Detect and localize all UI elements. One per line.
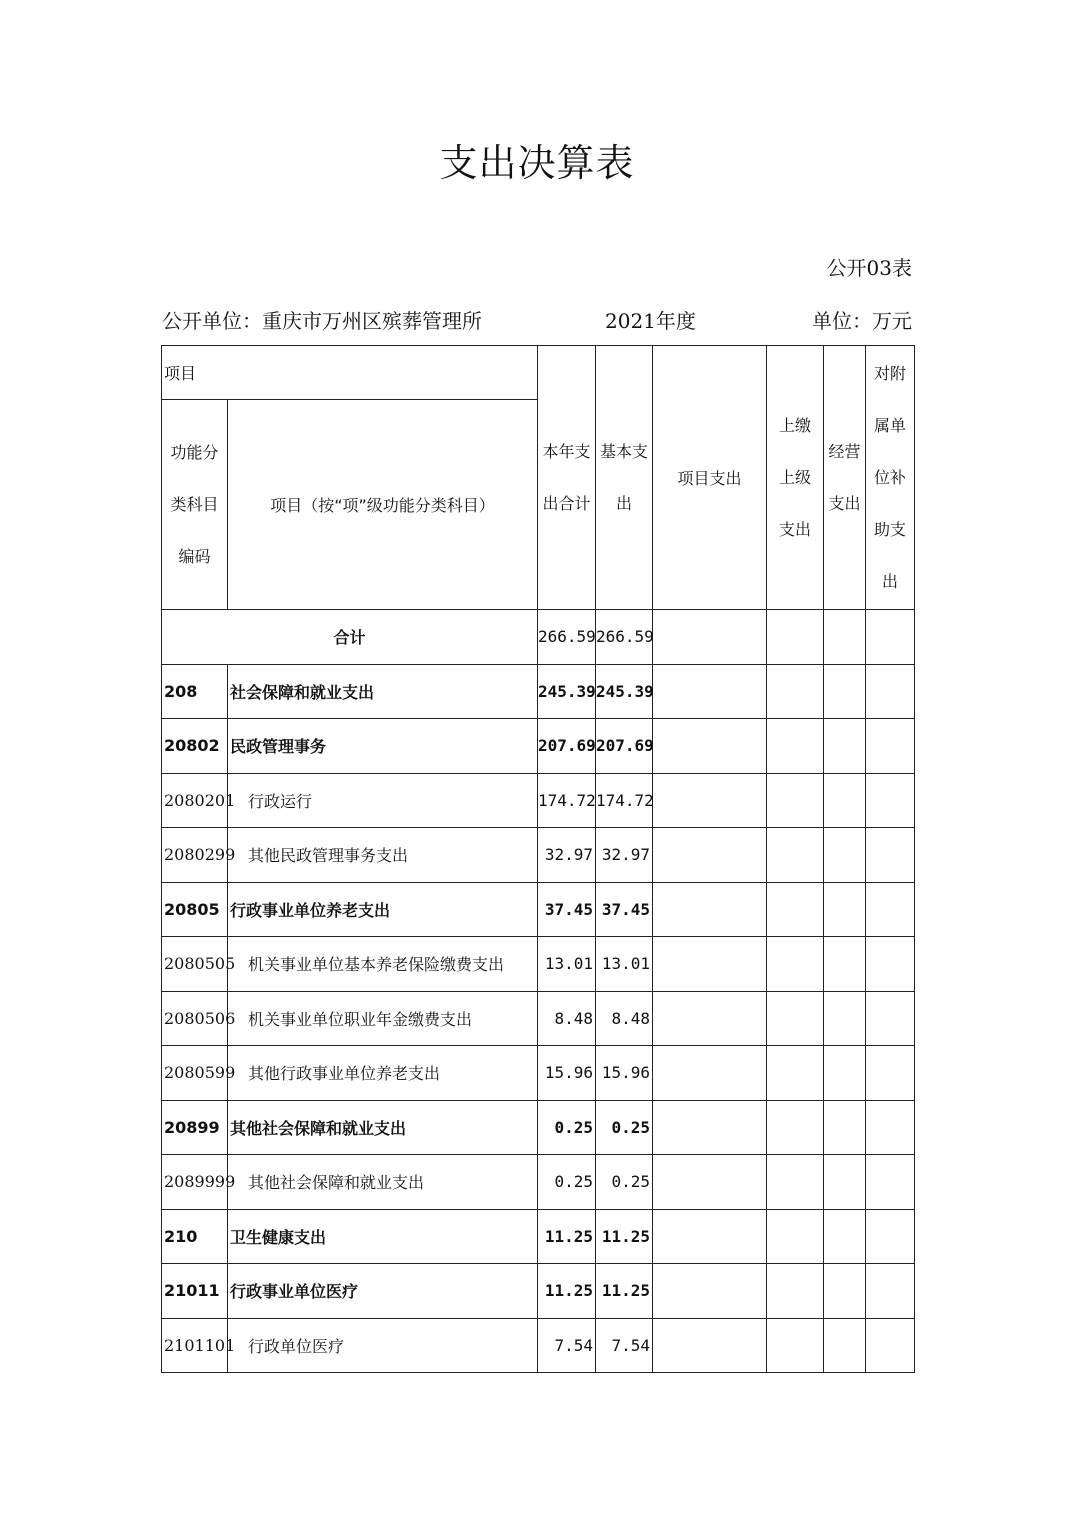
empty-cell	[767, 1155, 824, 1210]
empty-cell	[824, 1100, 866, 1155]
empty-cell	[824, 1264, 866, 1319]
row-total: 8.48	[538, 991, 596, 1046]
row-total: 0.25	[538, 1155, 596, 1210]
row-name: 行政运行	[228, 773, 538, 828]
empty-cell	[824, 1155, 866, 1210]
table-row	[162, 1155, 915, 1210]
empty-cell	[866, 719, 915, 774]
empty-cell	[767, 882, 824, 937]
row-code: 2089999	[162, 1155, 228, 1210]
row-name: 机关事业单位职业年金缴费支出	[228, 991, 538, 1046]
empty-cell	[824, 1209, 866, 1264]
header-code: 功能分类科目编码	[162, 400, 228, 610]
empty-cell	[866, 1046, 915, 1101]
header-business: 经营支出	[824, 346, 866, 610]
table-body	[162, 664, 915, 1373]
empty-cell	[866, 1100, 915, 1155]
table-row	[162, 1264, 915, 1319]
header-project-expenditure: 项目支出	[653, 346, 767, 610]
total-row	[162, 610, 915, 665]
row-basic: 13.01	[596, 937, 653, 992]
empty-cell	[653, 991, 767, 1046]
row-code: 20805	[162, 882, 228, 937]
empty-cell	[824, 1046, 866, 1101]
row-code: 2080506	[162, 991, 228, 1046]
row-basic: 8.48	[596, 991, 653, 1046]
empty-cell	[767, 773, 824, 828]
table-row	[162, 773, 915, 828]
empty-cell	[653, 882, 767, 937]
row-name: 社会保障和就业支出	[228, 664, 538, 719]
row-basic: 7.54	[596, 1318, 653, 1373]
publishing-unit: 公开单位：重庆市万州区殡葬管理所	[162, 309, 482, 333]
empty-cell	[866, 664, 915, 719]
empty-cell	[866, 828, 915, 883]
row-code: 2080599	[162, 1046, 228, 1101]
row-name: 机关事业单位基本养老保险缴费支出	[228, 937, 538, 992]
header-project: 项目	[162, 346, 538, 400]
table-row	[162, 882, 915, 937]
empty-cell	[653, 1100, 767, 1155]
header-upper-level: 上缴上级支出	[767, 346, 824, 610]
row-basic: 245.39	[596, 664, 653, 719]
empty-cell	[866, 1318, 915, 1373]
empty-cell	[767, 991, 824, 1046]
empty-cell	[866, 1264, 915, 1319]
empty-cell	[767, 1264, 824, 1319]
row-basic: 37.45	[596, 882, 653, 937]
empty-cell	[824, 1318, 866, 1373]
empty-cell	[653, 1209, 767, 1264]
empty-cell	[653, 937, 767, 992]
empty-cell	[767, 664, 824, 719]
row-total: 37.45	[538, 882, 596, 937]
row-code: 2080299	[162, 828, 228, 883]
row-code: 20802	[162, 719, 228, 774]
empty-cell	[653, 1264, 767, 1319]
row-basic: 11.25	[596, 1264, 653, 1319]
table-row	[162, 937, 915, 992]
header-basic: 基本支出	[596, 346, 653, 610]
row-name: 行政事业单位医疗	[228, 1264, 538, 1319]
table-number: 公开03表	[826, 256, 912, 280]
empty-cell	[866, 1209, 915, 1264]
expenditure-table	[161, 345, 915, 1373]
table-row	[162, 664, 915, 719]
empty-cell	[866, 882, 915, 937]
header-subsidy: 对附属单位补助支出	[866, 346, 915, 610]
empty-cell	[767, 1100, 824, 1155]
row-total: 32.97	[538, 828, 596, 883]
empty-cell	[866, 937, 915, 992]
table-row	[162, 1209, 915, 1264]
row-total: 7.54	[538, 1318, 596, 1373]
empty-cell	[824, 882, 866, 937]
table-row	[162, 719, 915, 774]
row-basic: 15.96	[596, 1046, 653, 1101]
empty-cell	[653, 1046, 767, 1101]
row-code: 2080505	[162, 937, 228, 992]
total-amount: 266.59	[538, 610, 596, 665]
empty-cell	[767, 1318, 824, 1373]
row-name: 其他民政管理事务支出	[228, 828, 538, 883]
row-basic: 0.25	[596, 1100, 653, 1155]
row-name: 其他社会保障和就业支出	[228, 1155, 538, 1210]
empty-cell	[767, 1046, 824, 1101]
row-total: 11.25	[538, 1209, 596, 1264]
table-row	[162, 991, 915, 1046]
empty-cell	[653, 664, 767, 719]
empty-cell	[824, 719, 866, 774]
empty-cell	[767, 937, 824, 992]
empty-cell	[653, 828, 767, 883]
row-basic: 174.72	[596, 773, 653, 828]
row-code: 21011	[162, 1264, 228, 1319]
table-row	[162, 828, 915, 883]
fiscal-year: 2021年度	[605, 309, 696, 333]
row-name: 其他行政事业单位养老支出	[228, 1046, 538, 1101]
empty-cell	[824, 937, 866, 992]
row-total: 0.25	[538, 1100, 596, 1155]
row-total: 174.72	[538, 773, 596, 828]
empty-cell	[824, 828, 866, 883]
empty-cell	[767, 719, 824, 774]
empty-cell	[866, 773, 915, 828]
row-total: 15.96	[538, 1046, 596, 1101]
row-total: 13.01	[538, 937, 596, 992]
total-basic: 266.59	[596, 610, 653, 665]
header-total: 本年支出合计	[538, 346, 596, 610]
total-label: 合计	[162, 610, 538, 665]
table-row	[162, 1100, 915, 1155]
row-code: 2080201	[162, 773, 228, 828]
empty-cell	[866, 991, 915, 1046]
row-code: 2101101	[162, 1318, 228, 1373]
row-name: 卫生健康支出	[228, 1209, 538, 1264]
row-total: 245.39	[538, 664, 596, 719]
empty-cell	[866, 1155, 915, 1210]
row-name: 其他社会保障和就业支出	[228, 1100, 538, 1155]
empty-cell	[767, 1209, 824, 1264]
row-basic: 207.69	[596, 719, 653, 774]
currency-unit: 单位：万元	[812, 309, 912, 333]
header-name: 项目（按“项”级功能分类科目）	[228, 400, 538, 610]
empty-cell	[653, 1155, 767, 1210]
row-total: 11.25	[538, 1264, 596, 1319]
table-row	[162, 1318, 915, 1373]
row-name: 行政事业单位养老支出	[228, 882, 538, 937]
table-row	[162, 1046, 915, 1101]
row-name: 民政管理事务	[228, 719, 538, 774]
row-code: 20899	[162, 1100, 228, 1155]
row-total: 207.69	[538, 719, 596, 774]
row-basic: 0.25	[596, 1155, 653, 1210]
row-code: 208	[162, 664, 228, 719]
row-basic: 32.97	[596, 828, 653, 883]
page-title: 支出决算表	[439, 141, 635, 185]
empty-cell	[653, 719, 767, 774]
empty-cell	[824, 664, 866, 719]
row-code: 210	[162, 1209, 228, 1264]
empty-cell	[653, 773, 767, 828]
row-name: 行政单位医疗	[228, 1318, 538, 1373]
empty-cell	[824, 773, 866, 828]
row-basic: 11.25	[596, 1209, 653, 1264]
empty-cell	[824, 991, 866, 1046]
empty-cell	[767, 828, 824, 883]
empty-cell	[653, 1318, 767, 1373]
